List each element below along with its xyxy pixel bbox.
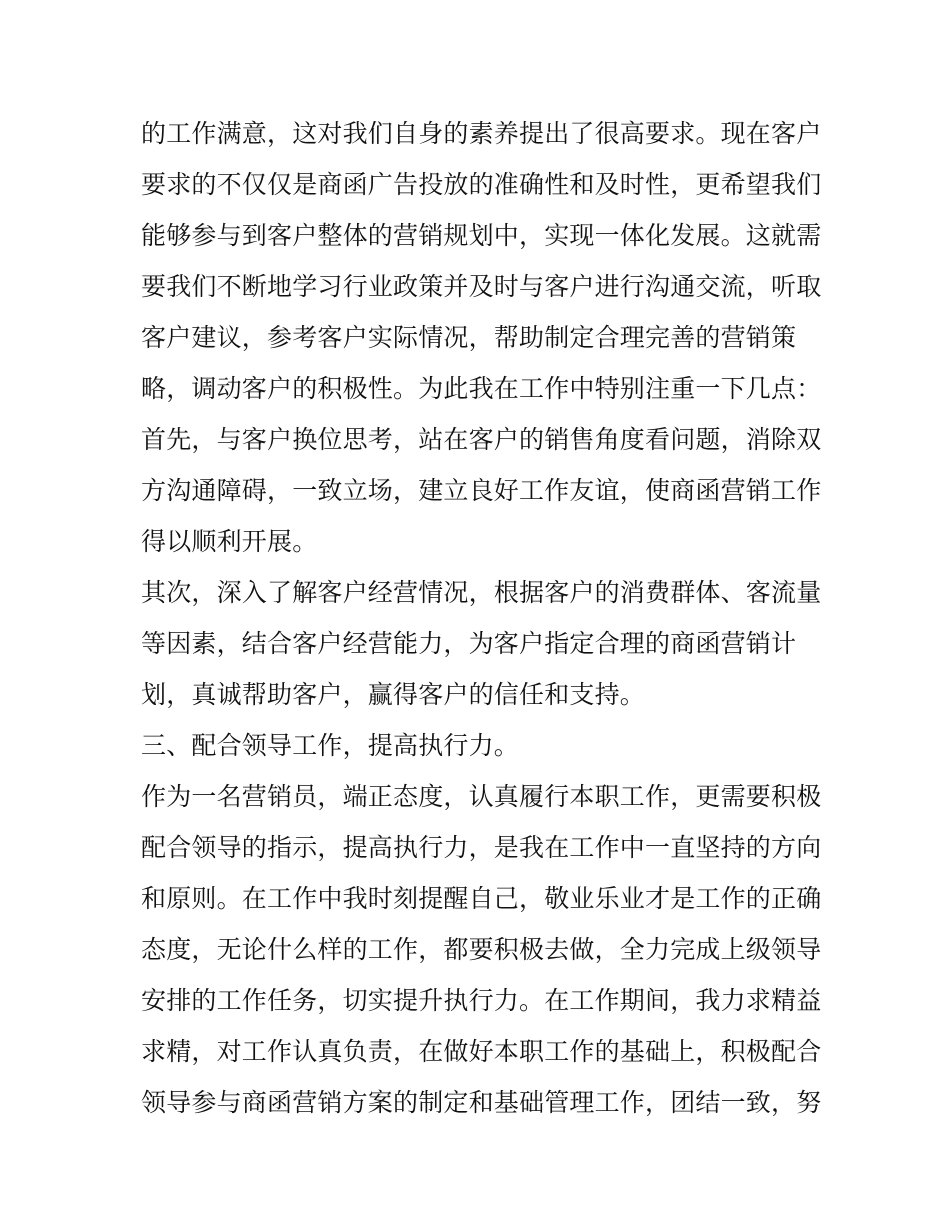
text-line: 要我们不断地学习行业政策并及时与客户进行沟通交流，听取 (141, 272, 821, 301)
text-line: 安排的工作任务，切实提升执行力。在工作期间，我力求精益 (141, 986, 821, 1015)
section-heading: 三、配合领导工作，提高执行力。 (141, 731, 520, 760)
text-line: 态度，无论什么样的工作，都要积极去做，全力完成上级领导 (141, 935, 821, 964)
text-line: 求精，对工作认真负责，在做好本职工作的基础上，积极配合 (141, 1037, 821, 1066)
text-line: 划，真诚帮助客户，赢得客户的信任和支持。 (141, 680, 646, 709)
text-line: 和原则。在工作中我时刻提醒自己，敬业乐业才是工作的正确 (141, 884, 821, 913)
text-line: 等因素，结合客户经营能力，为客户指定合理的商函营销计 (141, 629, 797, 658)
text-line: 要求的不仅仅是商函广告投放的准确性和及时性，更希望我们 (141, 170, 821, 199)
text-line: 客户建议，参考客户实际情况，帮助制定合理完善的营销策 (141, 323, 797, 352)
text-line: 作为一名营销员，端正态度，认真履行本职工作，更需要积极 (141, 782, 821, 811)
text-line: 方沟通障碍，一致立场，建立良好工作友谊，使商函营销工作 (141, 476, 821, 505)
text-line: 略，调动客户的积极性。为此我在工作中特别注重一下几点： (141, 374, 821, 403)
text-line: 配合领导的指示，提高执行力，是我在工作中一直坚持的方向 (141, 833, 821, 862)
text-line: 领导参与商函营销方案的制定和基础管理工作，团结一致，努 (141, 1088, 821, 1117)
text-line: 的工作满意，这对我们自身的素养提出了很高要求。现在客户 (141, 119, 821, 148)
text-line: 得以顺利开展。 (141, 527, 318, 556)
text-line: 能够参与到客户整体的营销规划中，实现一体化发展。这就需 (141, 221, 821, 250)
body-text (141, 108, 821, 1128)
text-line: 首先，与客户换位思考，站在客户的销售角度看问题，消除双 (141, 425, 821, 454)
text-line: 其次，深入了解客户经营情况，根据客户的消费群体、客流量 (141, 578, 821, 607)
